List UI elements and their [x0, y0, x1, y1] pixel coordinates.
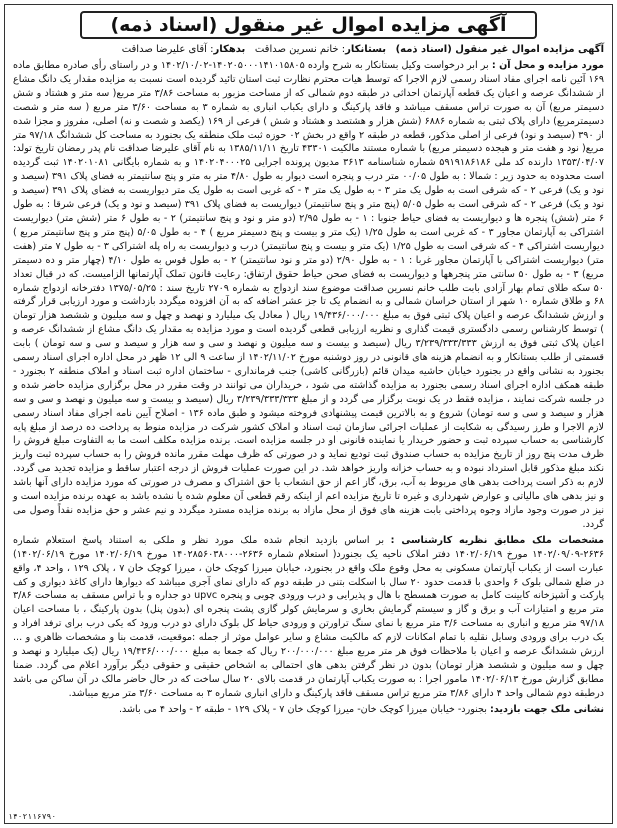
auction-text: بر ابر درخواست وکیل بستانکار به شرح وارده ۱۴۰۲۰۵۰۰۰۱۴۱۰۱۵۸۰۵-۱۴۰۲/۱۰/۰۲ و در راستای رأی صادره مطابق ماده ۱۶۹ آئین نامه اجرای مفاد اسناد رسمی لازم الاجرا که توسط هیات محترم نظارت ثبت استان تائید گردیده است نسبت به مزایده مقدار یک دانگ مشاع از ششدانگ عرصه و اعیان یک قطعه آپارتمان احداثی در طبقه دوم شمالی که از مساحت مزبور به مساحت ۳/۸۶ متر مربع( سه متر و هشتاد و شش دسیمتر مربع) آن به صورت تراس مسقف میباشد و فاقد پارکینگ و دارای یکباب انباری به شماره ۳ به مساحت ۳/۶۰ متر مربع ( سه متر و شصت دسیمترمربع) دارای پلاک ثبتی به شماره ۶۸۸۶ (شش هزار و هشتصد و هشتاد و شش ) فرعی از ۱۶۹ (یکصد و شصت و نه) اصلی، مفروز و مجزا شده از ۳۹۰ (سیصد و نود) فرعی از اصلی مذکور، قطعه در طبقه ۲ واقع در بخش ۰۲ حوزه ثبت ملک منطقه یک بجنورد به مساحت کل ششدانگ ۹۷/۱۸ متر مربع( نود و هفت متر و هیجده دسیمتر مربع) با شماره مستند مالکیت ۴۳۳۰۱ تاریخ ۱۳۸۵/۱۱/۱۱ به نام آقای علیرضا صداقت نام پدر رمضان تاریخ تولد: ۱۳۵۳/۰۴/۰۷ دارنده کد ملی ۵۹۱۹۱۸۶۱۸۶ شماره شناسنامه ۳۶۱۳ مدیون پرونده اجرایی ۱۴۰۲۰۴۰۰۰۲۵ و به شماره بایگانی ۱۴۰۲۰۱۰۸۱ ثبت گردیده است محدوده به حدود زیر : شمالا : به طول ۰۰/۰۵ متر درب و پنجره است دیوار به طول ۴/۸۰ متر به متر و پنج سانتیمتر به فضای پلاک ۳۹۱ (سیصد و نود و یک) فرعی ۲ - که شرقی است به طول یک متر ۳ - به طول یک متر ۴ - که غربی است به طول یک متر دیواریست به فضای پلاک ۳۹۱ (سیصد و نود و یک) فرعی ۲ - که شرقی است به طول ۵/۰۵ (پنج متر و پنج سانتیمتر) دیواریست به فضای پلاک ۳۹۱ (سیصد و نود و یک) فرعی شرقا : به طول ۶ متر (شش) پنجره ها و دیواریست به فضای حیاط جنوبا : ۱ - به طول ۲/۹۵ (دو متر و نود و پنج سانتیمتر) ۲ - به طول ۶ متر (شش متر) دیواریست اشتراکی به آپارتمان مجاور ۳ - که غربی است به طول ۱/۲۵ (یک متر و بیست و پنج دسیمتر مربع ) ۴ - به طول ۵/۰۵ (پنج متر و پنج سانتیمتر مربع ) دیواریست اشتراکی ۴ - که شرقی است به طول ۱/۲۵ (یک متر و بیست و پنج سانتیمتر) درب و دیواریست به راه پله اشتراکی ۳ - به طول ۷ متر (هفت متر) دیواریست اشتراکی با آپارتمان مجاور غربا : ۱ - به طول ۲/۹۰ (دو متر و نود سانتیمتر) ۲ - به طول قوس به طول ۴/۱۰ (چهار متر و ده دسیمتر مربع) ۳ - به طول ۵۰ سانتی متر پنجرهها و دیواریست به فضای صحن حیاط حقوق ارتفاق: رعایت قانون تملک آپارتمانها الزامیست. که در قبال تعداد ۵۰ سکه طلای تمام بهار آزادی بابت طلب خانم نسرین صداقت موضوع سند ازدواج به شماره ۲۷۰۹ تاریخ سند : ۱۳۷۵/۰۵/۲۵ دفترخانه ازدواج شماره ۶۸ و طلاق شماره ۱۰ شهر از استان خراسان شمالی و به انضمام یک تا جز عشر اضافه که به آن افزوده میگردد بازداشت و مورد ارزیابی قرار گرفته و ارزش ششدانگ عرصه و اعیان پلاک ثبتی فوق به مبلغ ۱۹/۴۳۶/۰۰۰/۰۰۰ ریال ( معادل یک میلیارد و نهصد و چهل و سه میلیون و ششصد هزار تومان ) توسط کارشناس رسمی دادگستری قیمت گذاری و نظریه ارزیابی قطعی گردیده است و مورد مزایده به مقدار یک دانگ مشاع از ششدانگ عرصه و اعیان پلاک ثبتی فوق به ارزش ۳/۲۳۹/۳۳۳/۳۳۳ ریال (سیصد و بیست و سه میلیون و نهصد و سی و سه هزار و سیصد و سی و سه تومان ) بابت قسمتی از طلب بستانکار و به انضمام هزینه های قانونی در روز دوشنبه مورخ ۱۴۰۲/۱۱/۰۲ از ساعت ۹ الی ۱۲ ظهر در محل اداره اجرای اسناد رسمی بجنورد به نشانی واقع در بجنورد خیابان حاشیه میدان قائم (بازرگانی کاشی) جنب فرمانداری - ساختمان اداره ثبت اسناد و املاک منطقه ۲ بجنورد - طبقه همکف اداره اجرای اسناد رسمی بجنورد به مزایده گذاشته می شود ، خریداران می توانند در وقت مقرر در محل برگزاری مزایده حاضر شده و در جلسه شرکت نمایند ، مزایده فقط در یک نوبت برگزار می گردد و از مبلغ ۳/۲۳۹/۳۳۳/۳۳۳ ریال (سیصد و بیست و سه میلیون و نهصد و سی و سه هزار و سیصد و سی و سه تومان) شروع و به بالاترین قیمت پیشنهادی فروخته میشود و طبق ماده ۱۳۶ - اصلاح آیین نامه اجرای مفاد اسناد رسمی لازم الاجرا و طرز رسیدگی به شکایت از عملیات اجرائی سازمان ثبت اسناد و املاک کشور شرکت در مزایده منوط به پرداخت ده درصد از مبلغ پایه کارشناسی به حساب سپرده ثبت و حضور خریدار یا نماینده قانونی او در جلسه مزایده است. برنده مزایده مکلف است ما به التفاوت مبلغ فروش را ظرف مدت پنج روز از تاریخ مزایده به حساب صندوق ثبت تودیع نماید و در صورتی که ظرف مهلت مقرر مانده فروش را به حساب سپرده ثبت واریز نکند مبلغ مذکور قابل استرداد نبوده و به حساب خزانه واریز خواهد شد. در این صورت عملیات فروش از درجه اعتبار ساقط و مزایده تجدید می گردد. لازم به ذکر است پرداخت بدهی های مربوط به آب، برق، گاز اعم از حق انشعاب یا حق اشتراک و مصرف در صورتی که مورد مزایده دارای آنها باشد و نیز بدهی های مالیاتی و عوارض شهرداری و غیره تا تاریخ مزایده اعم از اینکه رقم قطعی آن معلوم شده یا نشده باشد به عهده برنده مزایده است و نیز در صورت وجود مازاد وجوه پرداختی بابت هزینه های فوق از محل مازاد به برنده مزایده مسترد میگردد و نیم عشر و حق مزایده نقداً وصول می گردد. — [13, 60, 605, 530]
debtor-label: بدهکار — [213, 44, 246, 55]
notice-title: آگهی مزایده اموال غیر منقول (اسناد ذمه) — [80, 11, 536, 39]
auction-lead: مورد مزایده و محل آن : — [491, 60, 604, 71]
specs-lead: مشخصات ملک مطابق نظریه کارشناسی : — [390, 534, 604, 546]
specs-paragraph — [13, 534, 604, 701]
address-text: بجنورد- خیابان میرزا کوچک خان- میرزا کوچک خان ۷ - پلاک ۱۲۹ - طبقه ۲ - واحد ۴ می باشد. — [118, 703, 487, 715]
notice-subheader — [13, 43, 604, 57]
subheader-prefix: آگهی مزایده اموال غیر منقول (اسناد ذمه) — [395, 44, 604, 55]
debtor-name: : آقای علیرضا صداقت — [121, 44, 214, 55]
title-box — [13, 11, 604, 39]
auction-notice — [4, 4, 613, 824]
creditor-name: : خانم نسرین صداقت — [254, 44, 346, 55]
creditor-label: بستانکار — [345, 44, 387, 55]
specs-text: بر اساس بازدید انجام شده ملک مورد نظر و ملکی به استناد پاسخ استعلام شماره ۲۶۳۶-۱۴۰۲/۰۹/۰۹ مورخ ۱۴۰۲/۰۶/۱۹ دفتر املاک ناحیه یک بجنورد( استعلام شماره ۲۶۳۶-۱۴۰۲۸۵۶۰۳۸۰۰۰ مورخ ۱۴۰۲/۰۶/۱۹ مورخ ۱۴۰۲/۰۶/۱۹) عبارت است از یکباب آپارتمان مسکونی به محل وقوع ملک واقع در بجنورد، خیابان میرزا کوچک خان ، میرزا کوچک خان ۷ ، پلاک ۱۲۹ ، واحد ۴، واقع در ضلع شمالی بلوک ۶ واحدی با قدمت حدود ۲۰ سال با اسکلت بتنی در طبقه دوم که دارای نمای آجری میباشد که دیوارها دارای کاغذ دیواری و کف پارکت و آشپزخانه کابینت کامل به صورت همسطح با هال و پذیرایی و درب ورودی چوبی و پنجره upvc دو جداره و با تراس مسقف به مساحت ۳/۸۶ متر مربع و امتیازات آب و برق و گاز و سیستم گرمایش بخاری و سرمایش کولر گازی پشت پنجره ای (بدون پنل) بدون پارکینگ ، با مساحت اعیان ۹۷/۱۸ متر مربع و انباری به مساحت ۳/۶ متر مربع با نمای سنگ تراورتن و ورودی حیاط کل بلوک دارای دو درب ورود که یکی درب برای ترفد افراد و یک درب برای ورودی وسایل نقلیه با تمام امکانات لازم که مالکیت مشاع و سایر عوامل موثر از جمله :موقعیت، قدمت بنا و مشخصات ظاهری و ... ارزش ششدانگ عرصه و اعیان با ملاحظات فوق هر متر مربع مبلغ ۲۰۰/۰۰۰/۰۰۰ ریال که جمعا به مبلغ ۱۹/۴۳۶/۰۰۰/۰۰۰ ریال (یک میلیارد و نهصد و چهل و سه میلیون و ششصد هزار تومان) بدون در نظر گرفتن بدهی های احتمالی به اشخاص حقیقی و حقوقی دیگر برآورد اعلام می گردد. ضمنا مطابق گزارش مورخ ۱۴۰۲/۰۶/۱۳ مامور اجرا : به صورت یکباب آپارتمان در قدمت بالای ۲۰ سال ساخت که در حال حاضر مالک در آن ساکن می باشد درطبقه دوم شمالی واحد ۴ دارای ۳/۸۶ متر مربع تراس مسقف فاقد پارکینگ و دارای انباری شماره ۳ به مساحت ۳/۶۰ متر مربع میباشد. — [13, 534, 605, 699]
footer-code: ۱۴۰۲۱۱۶۷۹۰ — [8, 812, 57, 821]
address-paragraph — [13, 703, 604, 717]
address-lead: نشانی ملک جهت بازدید: — [489, 703, 604, 715]
auction-paragraph — [13, 59, 604, 532]
